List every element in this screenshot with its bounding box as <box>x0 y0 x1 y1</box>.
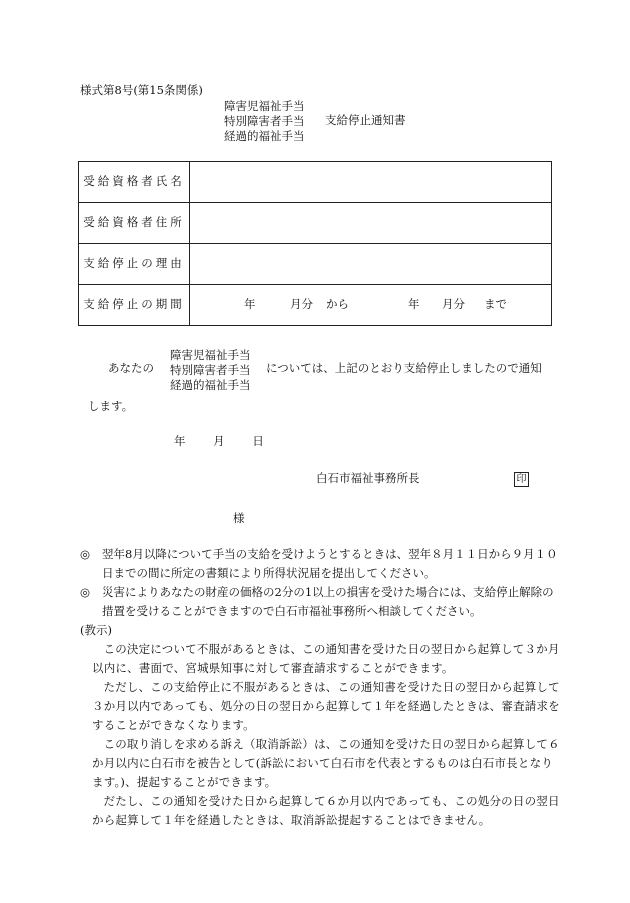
instruction-paragraph: ただし、この支給停止に不服があるときは、この通知書を受けた日の翌日から起算して３か月以内であっても、処分の日の翌日から起算して１年を経過したときは、審査請求をすることができなくなります。 <box>92 680 560 732</box>
instruction-paragraph: この取り消しを求める訴え（取消訴訟）は、この通知を受けた日の翌日から起算して６か月以内に白石市を被告として(訴訟において白石市を代表とするものは白石市長となります。)、提起することができます。 <box>92 737 560 789</box>
table-row <box>79 203 552 244</box>
instruction-heading: (教示) <box>80 623 112 637</box>
date-month: 月 <box>213 434 225 448</box>
title-allowance-special-disability: 特別障害者手当 <box>224 114 305 128</box>
title-allowance-transitional: 経過的福祉手当 <box>224 129 305 143</box>
title-allowance-list <box>224 99 305 144</box>
issuer-office: 白石市福祉事務所長 <box>316 471 420 485</box>
notes-section <box>80 545 560 830</box>
period-from: から <box>326 297 349 311</box>
recipient-address-value[interactable] <box>190 203 552 244</box>
date-day: 日 <box>252 434 264 448</box>
date-year: 年 <box>174 434 186 448</box>
notice-allowance-disabled-child: 障害児福祉手当 <box>170 348 251 362</box>
form-number: 様式第8号(第15条関係) <box>80 83 203 97</box>
note-mark: ◎ <box>80 585 91 599</box>
note-disaster <box>80 583 560 621</box>
title-allowance-disabled-child: 障害児福祉手当 <box>224 99 305 113</box>
notice-allowance-list <box>170 348 251 393</box>
period-month-from: 月分 <box>290 297 313 311</box>
note-income-report <box>80 545 560 583</box>
suspension-reason-value[interactable] <box>190 244 552 285</box>
suspension-reason-label: 支給停止の理由 <box>79 244 190 285</box>
notice-continuation: します。 <box>88 399 134 413</box>
instruction-paragraph: この決定について不服があるときは、この通知書を受けた日の翌日から起算して３か月以内に、書面で、宮城県知事に対して審査請求することができます。 <box>92 642 560 675</box>
period-year-to: 年 <box>408 297 420 311</box>
seal-stamp: 印 <box>514 472 529 487</box>
notice-allowance-transitional: 経過的福祉手当 <box>170 378 251 392</box>
notice-lead: あなたの <box>108 361 154 375</box>
note-text: 災害によりあなたの財産の価格の2分の1以上の損害を受けた場合には、支給停止解除の措置を受けることができますので白石市福祉事務所へ相談してください。 <box>102 585 554 618</box>
period-month-to: 月分 <box>442 297 465 311</box>
document-title: 支給停止通知書 <box>325 113 406 127</box>
suspension-period-value[interactable] <box>190 285 552 326</box>
recipient-name-label: 受給資格者氏名 <box>79 162 190 203</box>
recipient-address-label: 受給資格者住所 <box>79 203 190 244</box>
notice-allowance-special-disability: 特別障害者手当 <box>170 363 251 377</box>
notice-text: については、上記のとおり支給停止しましたので通知 <box>266 361 542 375</box>
recipient-name-value[interactable] <box>190 162 552 203</box>
suspension-period-label: 支給停止の期間 <box>79 285 190 326</box>
period-year-from: 年 <box>244 297 256 311</box>
addressee-suffix: 様 <box>233 511 245 525</box>
info-table <box>78 161 552 326</box>
table-row <box>79 162 552 203</box>
note-mark: ◎ <box>80 547 91 561</box>
table-row <box>79 285 552 326</box>
issue-date <box>174 435 264 449</box>
instruction-paragraph: だたし、この通知を受けた日から起算して６か月以内であっても、この処分の日の翌日から起算して１年を経過したときは、取消訴訟提起することはできません。 <box>92 794 560 827</box>
period-to: まで <box>484 297 507 311</box>
table-row <box>79 244 552 285</box>
note-text: 翌年8月以降について手当の支給を受けようとするときは、翌年８月１１日から９月１０日までの間に所定の書類により所得状況届を提出してください。 <box>102 547 558 580</box>
